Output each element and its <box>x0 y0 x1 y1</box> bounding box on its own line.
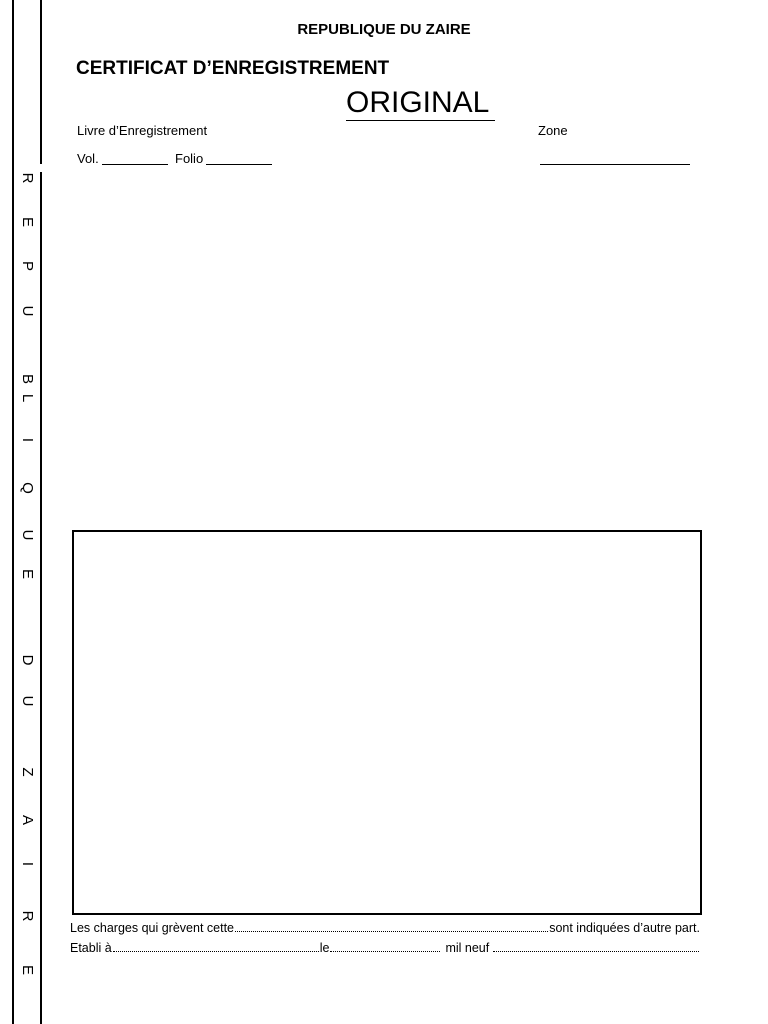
document-title: CERTIFICAT D’ENREGISTREMENT <box>76 58 390 79</box>
margin-letter: Q <box>19 482 36 494</box>
charges-line <box>70 921 700 935</box>
mil-neuf-label: mil neuf <box>445 941 490 955</box>
folio-field[interactable] <box>206 164 272 165</box>
margin-letter: U <box>19 695 36 707</box>
margin-letter: E <box>19 216 36 227</box>
etabli-line <box>70 941 700 955</box>
margin-letter: L <box>19 393 36 403</box>
le-date-field[interactable] <box>330 941 440 952</box>
zone-field[interactable] <box>540 164 690 165</box>
charges-suffix: sont indiquées d’autre part. <box>549 921 700 935</box>
vol-label: Vol. <box>77 151 99 166</box>
charges-prefix: Les charges qui grèvent cette <box>70 921 234 935</box>
margin-letter: E <box>19 964 36 975</box>
etabli-label: Etabli à <box>70 941 112 955</box>
charges-field[interactable] <box>235 921 548 932</box>
margin-letter: R <box>19 172 36 184</box>
livre-label: Livre d’Enregistrement <box>77 123 208 138</box>
margin-letter: A <box>19 814 36 825</box>
margin-letter: I <box>19 861 36 867</box>
le-label: le <box>319 941 330 955</box>
country-heading: REPUBLIQUE DU ZAIRE <box>297 21 471 38</box>
folio-label: Folio <box>175 151 204 166</box>
margin-border-left <box>12 0 14 1024</box>
etabli-place-field[interactable] <box>113 941 319 952</box>
margin-border-right <box>40 172 42 1024</box>
margin-letter: E <box>19 568 36 579</box>
vol-field[interactable] <box>102 164 168 165</box>
margin-letter: B <box>19 373 36 384</box>
copy-type-label: ORIGINAL <box>346 86 495 121</box>
margin-letter: U <box>19 305 36 317</box>
margin-letter: R <box>19 910 36 922</box>
margin-letter: U <box>19 529 36 541</box>
margin-letter: P <box>19 260 36 271</box>
plan-box <box>72 530 702 915</box>
year-field[interactable] <box>493 941 699 952</box>
margin-letter: D <box>19 654 36 666</box>
zone-label: Zone <box>538 123 568 138</box>
margin-letter: I <box>19 437 36 443</box>
margin-letter: Z <box>19 767 36 777</box>
